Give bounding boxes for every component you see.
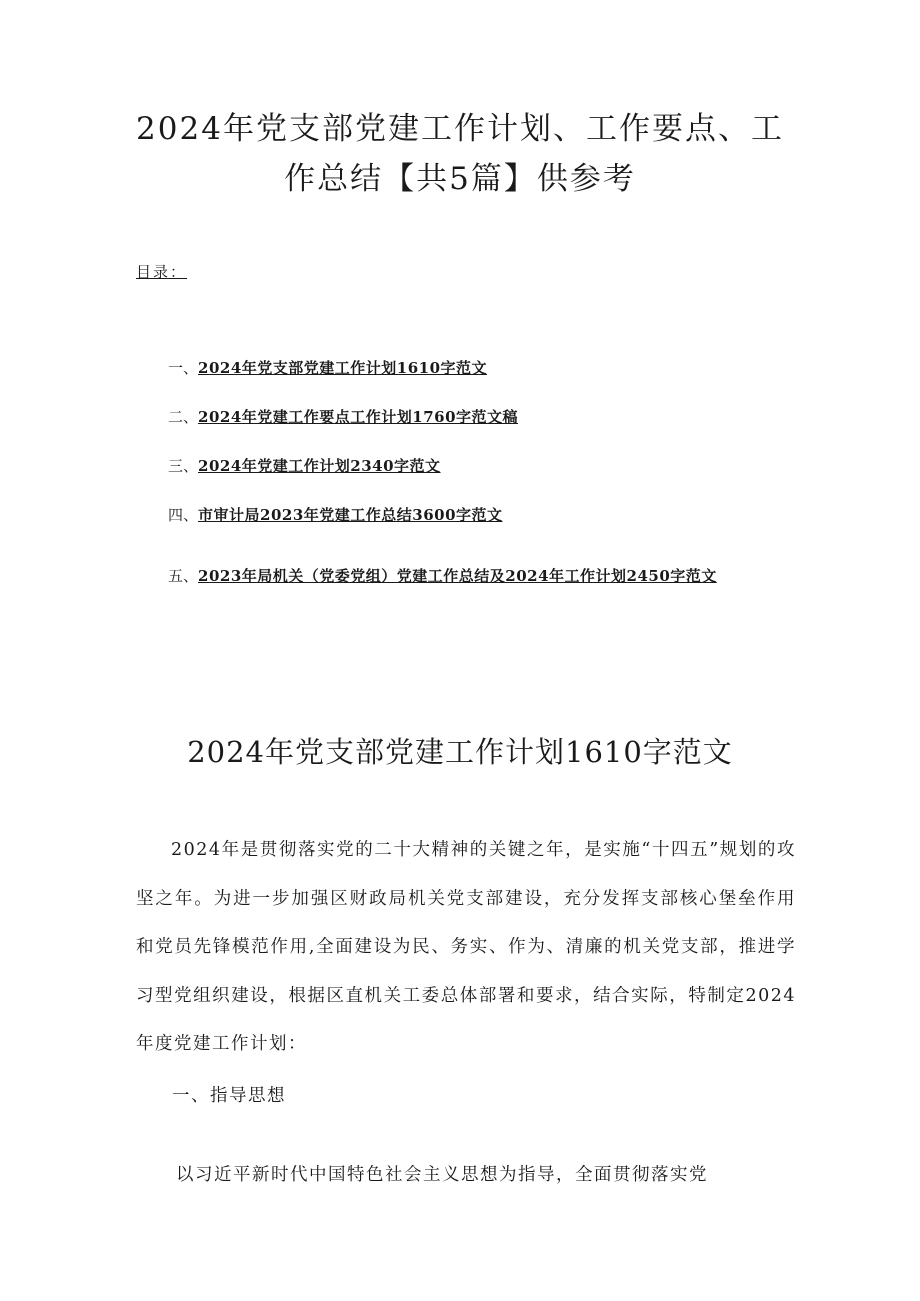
body-paragraph: 以习近平新时代中国特色社会主义思想为指导，全面贯彻落实党 (176, 1165, 708, 1185)
toc-item-4[interactable] (136, 503, 796, 552)
toc-heading: 目录： (136, 263, 188, 281)
toc-item-2[interactable] (136, 405, 796, 454)
toc-item-number: 三、 (168, 457, 199, 475)
toc-item-link[interactable]: 2023年局机关（党委党组）党建工作总结及2024年工作计划2450字范文 (198, 567, 717, 585)
toc-item-link[interactable]: 2024年党建工作要点工作计划1760字范文稿 (198, 408, 519, 426)
toc-item-number: 二、 (168, 408, 199, 426)
section-title: 2024年党支部党建工作计划1610字范文 (187, 735, 733, 769)
toc-item-1[interactable] (136, 356, 796, 405)
toc-item-3[interactable] (136, 454, 796, 503)
toc-item-5[interactable] (136, 552, 796, 600)
toc-item-link[interactable]: 市审计局2023年党建工作总结3600字范文 (198, 506, 503, 524)
toc-item-link[interactable]: 2024年党支部党建工作计划1610字范文 (198, 359, 488, 377)
section-subheading: 一、指导思想 (172, 1086, 286, 1106)
toc-item-number: 五、 (168, 567, 199, 585)
document-title: 2024年党支部党建工作计划、工作要点、工作总结【共5篇】供参考 (136, 111, 784, 197)
toc-item-number: 四、 (168, 506, 199, 524)
toc-item-link[interactable]: 2024年党建工作计划2340字范文 (198, 457, 441, 475)
table-of-contents (136, 356, 796, 600)
toc-item-number: 一、 (168, 359, 199, 377)
intro-paragraph: 2024年是贯彻落实党的二十大精神的关键之年，是实施“十四五”规划的攻坚之年。为进一步加强区财政局机关党支部建设，充分发挥支部核心堡垒作用和党员先锋模范作用,全面建设为民、务实、作为、清廉的机关党支部，推进学习型党组织建设，根据区直机关工委总体部署和要求，结合实际，特制定2024年度党建工作计划： (136, 840, 796, 1054)
